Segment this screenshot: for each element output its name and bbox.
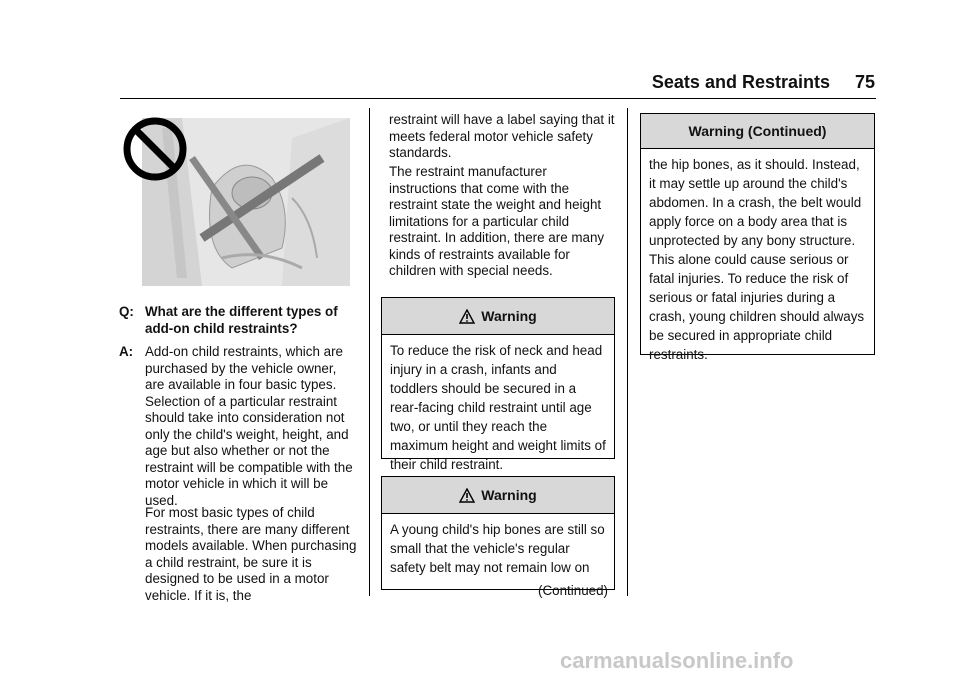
warning-box-2 <box>381 476 615 598</box>
column-divider-2 <box>627 108 628 596</box>
answer-text: Add-on child restraints, which are purchased by the vehicle owner, are available in four basic types. Selection of a particular restraint should take into consideration not only the child's weight, height, and age but also whether or not the restraint will be compatible with the motor vehicle in which it will be used. <box>145 344 353 508</box>
watermark: carmanualsonline.info <box>560 648 794 673</box>
page-header-title: Seats and Restraints 75 <box>651 72 875 92</box>
warning-header: Warning (Continued) <box>641 114 874 149</box>
warning-box-continued <box>640 113 875 362</box>
warning-title: Warning <box>481 308 537 324</box>
question-text: What are the different types of add-on child restraints? <box>145 304 338 336</box>
prohibited-icon <box>122 116 188 182</box>
body-paragraph-continued: restraint will have a label saying that it meets federal motor vehicle safety standards. <box>389 112 615 160</box>
warning-body: the hip bones, as it should. Instead, it may settle up around the child's abdomen. In a crash, the belt would apply force on a body area that is unprotected by any bony structure. This alone could cause serious or fatal injuries. To reduce the risk of serious or fatal injuries during a crash, young children should always be secured in appropriate child restraints. <box>649 157 865 362</box>
warning-header <box>382 477 614 514</box>
answer-label: A: <box>119 344 134 359</box>
warning-icon <box>459 309 475 324</box>
answer <box>119 344 355 509</box>
warning-box-1 <box>381 297 615 472</box>
continued-label: (Continued) <box>538 583 608 598</box>
warning-icon <box>459 488 475 503</box>
warning-header <box>382 298 614 335</box>
warning-body-text: A young child's hip bones are still so small that the vehicle's regular safety belt may not remain low on <box>390 522 605 575</box>
warning-body: To reduce the risk of neck and head injury in a crash, infants and toddlers should be secured in a rear-facing child restraint until age two, or until they reach the maximum height and weight limits of their child restraint. <box>390 343 606 472</box>
warning-title: Warning <box>481 487 537 503</box>
header-rule <box>120 98 876 99</box>
question <box>119 304 355 337</box>
warning-body <box>382 514 614 602</box>
question-label: Q: <box>119 304 134 319</box>
column-divider-1 <box>369 108 370 596</box>
body-paragraph-2: The restraint manufacturer instructions that come with the restraint state the weight and height limitations for a particular child restraint. In addition, there are many kinds of restraints available for children with special needs. <box>389 164 605 278</box>
body-paragraph: For most basic types of child restraints, there are many different models available. When purchasing a child restraint, be sure it is designed to be used in a motor vehicle. If it is, the <box>145 505 357 603</box>
